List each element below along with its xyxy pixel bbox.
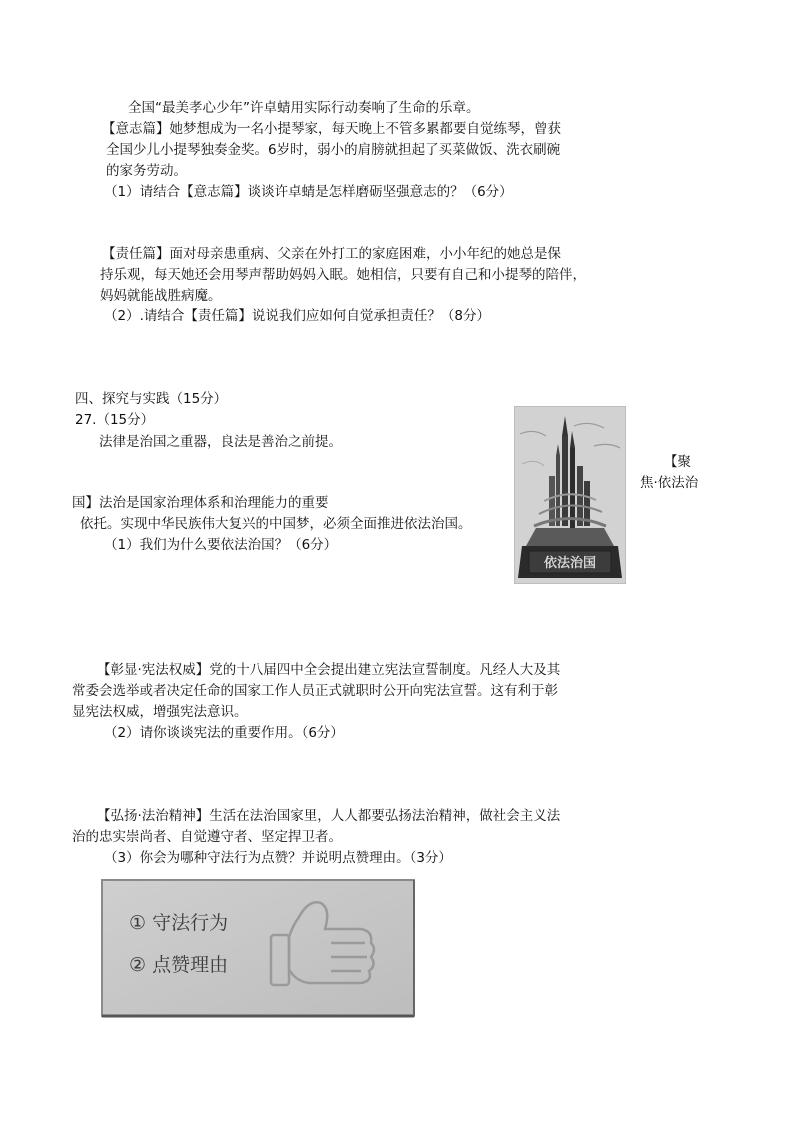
willpower-paragraph-line-1: 【意志篇】她梦想成为一名小提琴家，每天晚上不管多累都要自觉练琴，曾获: [102, 121, 561, 137]
question-2: （2）.请结合【责任篇】说说我们应如何自觉承担责任？（8分）: [104, 308, 490, 324]
spirit-paragraph-line-1: 【弘扬·法治精神】生活在法治国家里，人人都要弘扬法治精神，做社会主义法: [97, 808, 561, 824]
law-statement: 法律是治国之重器，良法是善治之前提。: [99, 434, 342, 450]
willpower-paragraph-line-3: 的家务劳动。: [106, 163, 187, 179]
willpower-paragraph-line-2: 全国少儿小提琴独奏金奖。6岁时，弱小的肩膀就担起了买菜做饭、洗衣刷碗: [106, 142, 561, 158]
constitution-paragraph-line-3: 显宪法权威，增强宪法意识。: [72, 704, 248, 720]
responsibility-paragraph-line-1: 【责任篇】面对母亲患重病、父亲在外打工的家庭困难，小小年纪的她总是保: [102, 246, 561, 262]
focus-heading-part-2: 焦·依法治: [640, 475, 699, 491]
card-item-conduct: ① 守法行为: [129, 912, 229, 934]
question-27-3: （3）你会为哪种守法行为点赞？并说明点赞理由。（3分）: [104, 850, 452, 866]
question-27-heading: 27.（15分）: [75, 412, 155, 428]
rule-of-law-paragraph-line-1: 国】法治是国家治理体系和治理能力的重要: [72, 495, 329, 511]
constitution-paragraph-line-2: 常委会选举或者决定任命的国家工作人员正式就职时公开向宪法宣誓。这有利于彰: [72, 683, 558, 699]
responsibility-paragraph-line-3: 妈妈就能战胜病魔。: [100, 288, 222, 304]
question-27-1: （1）我们为什么要依法治国？（6分）: [104, 537, 338, 553]
intro-line: 全国“最美孝心少年”许卓蜻用实际行动奏响了生命的乐章。: [128, 100, 480, 116]
card-item-reason: ② 点赞理由: [129, 954, 229, 976]
tower-base-label: 依法治国: [543, 556, 597, 571]
spirit-paragraph-line-2: 治的忠实崇尚者、自觉遵守者、坚定捍卫者。: [72, 829, 342, 845]
responsibility-paragraph-line-2: 持乐观，每天她还会用琴声帮助妈妈入眠。她相信，只要有自己和小提琴的陪伴，: [100, 267, 586, 283]
question-27-2: （2）请你谈谈宪法的重要作用。（6分）: [104, 725, 344, 741]
rule-of-law-tower-image: [514, 406, 626, 584]
section-4-heading: 四、探究与实践（15分）: [75, 391, 228, 407]
question-1: （1）请结合【意志篇】谈谈许卓蜻是怎样磨砺坚强意志的？（6分）: [104, 184, 513, 200]
constitution-paragraph-line-1: 【彰显·宪法权威】党的十八届四中全会提出建立宪法宣誓制度。凡经人大及其: [97, 662, 561, 678]
like-card-image: [99, 877, 417, 1019]
rule-of-law-paragraph-line-2: 依托。实现中华民族伟大复兴的中国梦，必须全面推进依法治国。: [80, 516, 472, 532]
focus-heading-part-1: 【聚: [664, 454, 691, 470]
